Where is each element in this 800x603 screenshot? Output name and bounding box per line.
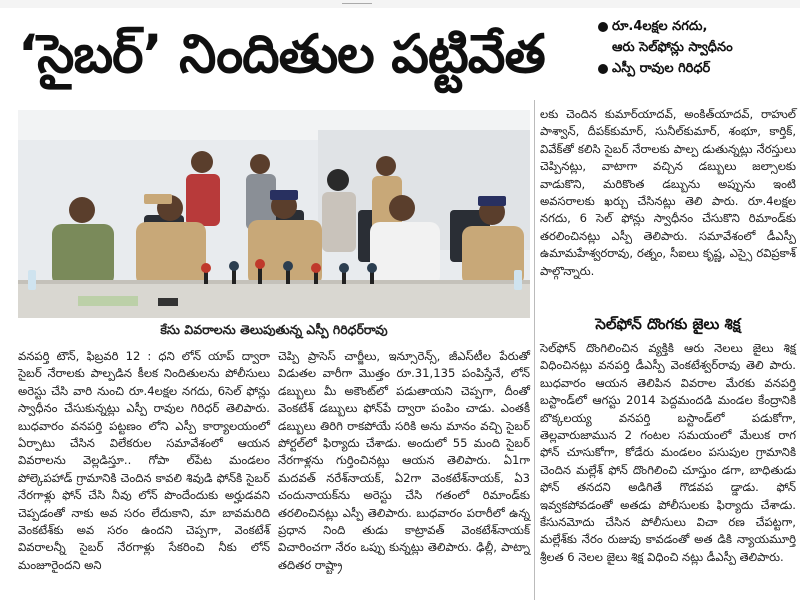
highlight-item [596,58,796,79]
press-conference-photo [18,110,530,318]
article-column-3 [540,106,796,280]
article-paragraph: చెప్పి ప్రాసెస్ చార్జీలు, ఇన్సూరెన్స్, జీఎస్‌టీల పేరుతో విడుతల వారీగా మొత్తం రూ.31,135 పంపిస్తేనే, లోన్ డబ్బులు మీ అకౌంట్‌లో పడుతాయని చెప్పగా, దీంతో వెంకటేశ్ డబ్బులు ఫోన్‌పే ద్వారా పంపిం చాడు. ఎంతకీ డబ్బులు తిరిగి రాకపోయే సరికి అను మానం వచ్చి సైబర్ పోర్టల్‌లో ఫిర్యాదు చేశాడు. అందులో 55 మంది సైబర్ నేరగాళ్లను గుర్తించినట్లు ఆయన తెలిపారు. ఏ1గా మదవత్ నరేశ్‌నాయక్, ఏ2గా వెంకటేశ్‌నాయక్, ఏ3 చందునాయక్‌ను అరెస్టు చేసి గతంలో రిమాండ్‌కు తరలించినట్లు ఎస్పీ తెలిపారు. బుధవారం పరారీలో ఉన్న ప్రధాన నింది తుడు కాట్రావత్ వెంకటేశ్‌నాయక్ విచారించగా నేరం ఒప్పు కున్నట్లు తెలిపారు. ఢిల్లీ, పాట్నా తదితర రాష్ట్రా [278,349,530,572]
article-column-4 [540,340,796,566]
bullet-dot-icon [598,64,608,74]
article-paragraph: సెల్‌ఫోన్ దొంగిలించిన వ్యక్తికి ఆరు నెలలు జైలు శిక్ష విధించినట్లు వనపర్తి డీఎస్పీ వెంకటేశ్వర్‌రావు తెలి పారు. బుధవారం ఆయన తెలిపిన వివరాల మేరకు వనపర్తి బస్టాండ్‌లో ఆగస్టు 2014 పెద్దమందడి మండల కేంద్రానికి బొక్కలయ్య వనపర్తి బస్టాండ్‌లో పడుకోగా, తెల్లవారుజామున 2 గంటల సమయంలో మేలుక రాగ ఫోన్ చూసుకోగా, కోడేరు మండలం పసుపుల గ్రామానికి చెందిన మల్లేశ్ ఫోన్ దొంగిలించి చూస్తుం డగా, బాధితుడు ఫోన్ తనదని అడిగితే గొడవప డ్డాడు. ఫోన్ ఇవ్వకపోవడంతో అతడు పోలీసులకు ఫిర్యాదు చేశాడు. కేసునమోదు చేసిన పోలీసులు విచా రణ చేపట్టగా, మల్లేశ్‌కు నేరం రుజువు కావడంతో అత డికి న్యాయమూర్తి శ్రీలత 6 నెలల జైలు శిక్ష విధించి నట్లు డీఎస్పీ తెలిపారు. [540,341,796,564]
article-paragraph: వనపర్తి టౌన్, ఫిబ్రవరి 12 : ధని లోన్ యాప్ ద్వారా సైబర్ నేరాలకు పాల్పడిన కీలక నిందితులను పోలీసులు అరెస్టు చేసి వారి నుంచి రూ.4లక్షల నగదు, 6సెల్ ఫోన్లు స్వాధీనం చేసుకున్నట్లు ఎస్పీ రావుల గిరిధర్ తెలిపారు. బుధవారం వనపర్తి పట్టణం లోని ఎస్పీ కార్యాలయంలో ఏర్పాటు చేసిన విలేకరుల సమావేశంలో ఆయన వివరాలను వెల్లడిస్తూ.. గోపా ల్‌పేట మండలం పోల్కెపహాడ్ గ్రామానికి చెందిన కావలి శివుడి ఫోన్‌కి సైబర్ నేరగాళ్లు ఫోన్ చేసి నీవు లోన్ పొందేందుకు అర్హుడవని చెప్పడంతో నాకు అవ సరం లేదుకాని, మా బావమరిది వెంకటేశ్‌కు అవ సరం ఉందని చెప్పగా, వెంకటేశ్ వివరాలన్నీ సైబర్ నేరగాళ్లు సేకరించి నీకు లోన్ మంజూరైందని అని [18,349,270,572]
page-mark [342,0,372,4]
column-divider [534,100,535,600]
highlight-text: రూ.4లక్షల నగదు, [612,19,708,34]
top-strip [0,0,800,8]
article-paragraph: లకు చెందిన కుమార్‌యాదవ్, అంకిత్‌యాదవ్, రాహుల్ పాశ్వాన్, దీపక్‌కుమార్, సునీల్‌కుమార్, శంభూ, కార్తిక్, వివేక్‌తో కలిసి సైబర్ నేరాలకు పాల్ప డుతున్నట్లు నేరస్తులు చెప్పినట్లు, వాటాగా వచ్చిన డబ్బులు జల్సాలకు వాడుకొని, మరికొంత డబ్బును అప్పును ఇంటి అవసరాలకు ఖర్చు చేసినట్లు తెలి పారు. రూ.4లక్షల నగదు, 6 సెల్ ఫోన్లు స్వాధీనం చేసుకొని రిమాండ్‌కు తరలించినట్లు ఎస్పీ తెలిపారు. సమావేశంలో డీఎస్పీ ఉమామహేశ్వరరావు, రత్నం, సీఐలు కృష్ణ, ఎస్సై రవిప్రకాశ్ పాల్గొన్నారు. [540,107,796,278]
headline: ‘సైబర్’ నిందితుల పట్టివేత [18,24,545,85]
highlight-item [596,37,796,58]
highlights-list [596,16,796,79]
article-column-2 [278,348,530,574]
photo-caption: కేసు వివరాలను తెలుపుతున్న ఎస్పీ గిరిధర్‌రావు [160,322,388,337]
highlight-text: ఆరు సెల్‌ఫోన్లు స్వాధీనం [612,40,733,55]
highlight-item [596,16,796,37]
highlight-text: ఎస్పీ రావుల గిరిధర్ [612,61,711,76]
sub-headline: సెల్‌ఫోన్ దొంగకు జైలు శిక్ష [595,315,741,333]
photo-illustration [18,110,530,318]
bullet-dot-icon [598,22,608,32]
article-column-1 [18,348,270,574]
